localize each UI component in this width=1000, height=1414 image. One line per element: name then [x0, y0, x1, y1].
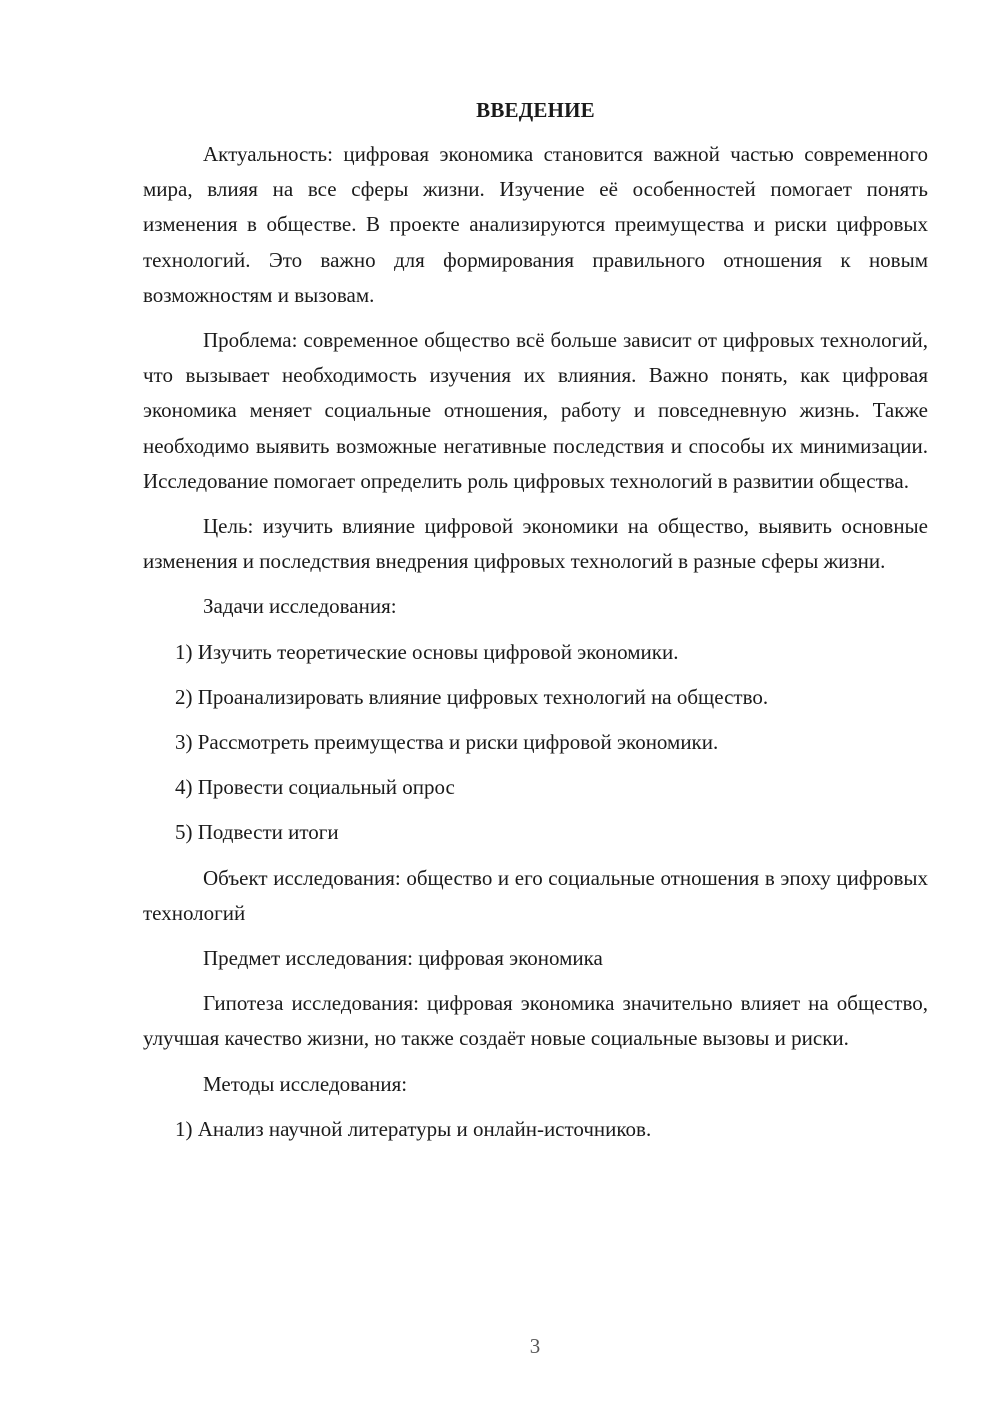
method-item: 1) Анализ научной литературы и онлайн-источников. — [175, 1116, 652, 1141]
tasks-heading: Задачи исследования: — [203, 594, 397, 619]
hypothesis-paragraph: Гипотеза исследования: цифровая экономика значительно влияет на общество, улучшая качество жизни, но также создаёт новые социальные вызовы и риски. — [143, 991, 928, 1051]
problem-paragraph: Проблема: современное общество всё больше зависит от цифровых технологий, что вызывает необходимость изучения их влияния. Важно понять, как цифровая экономика меняет социальные отношения, работу и повседневную жизнь. Также необходимо выявить возможные негативные последствия и способы их минимизации. Исследование помогает определить роль цифровых технологий в развитии общества. — [143, 328, 928, 493]
methods-heading: Методы исследования: — [203, 1071, 408, 1096]
document-page — [143, 96, 928, 1157]
relevance-paragraph: Актуальность: цифровая экономика становится важной частью современного мира, влияя на все сферы жизни. Изучение её особенностей помогает понять изменения в обществе. В проекте анализируются преимущества и риски цифровых технологий. Это важно для формирования правильного отношения к новым возможностям и вызовам. — [143, 142, 928, 307]
task-item: 5) Подвести итоги — [175, 820, 339, 845]
object-paragraph: Объект исследования: общество и его социальные отношения в эпоху цифровых технологий — [143, 865, 928, 925]
task-item: 3) Рассмотреть преимущества и риски цифровой экономики. — [175, 730, 719, 755]
task-item: 1) Изучить теоретические основы цифровой экономики. — [175, 639, 679, 664]
goal-paragraph: Цель: изучить влияние цифровой экономики на общество, выявить основные изменения и последствия внедрения цифровых технологий в разные сферы жизни. — [143, 514, 928, 574]
section-title: ВВЕДЕНИЕ — [476, 98, 595, 122]
task-item: 4) Провести социальный опрос — [175, 775, 455, 800]
page-number: 3 — [529, 1334, 541, 1358]
subject-paragraph: Предмет исследования: цифровая экономика — [203, 946, 603, 971]
task-item: 2) Проанализировать влияние цифровых технологий на общество. — [175, 684, 769, 709]
